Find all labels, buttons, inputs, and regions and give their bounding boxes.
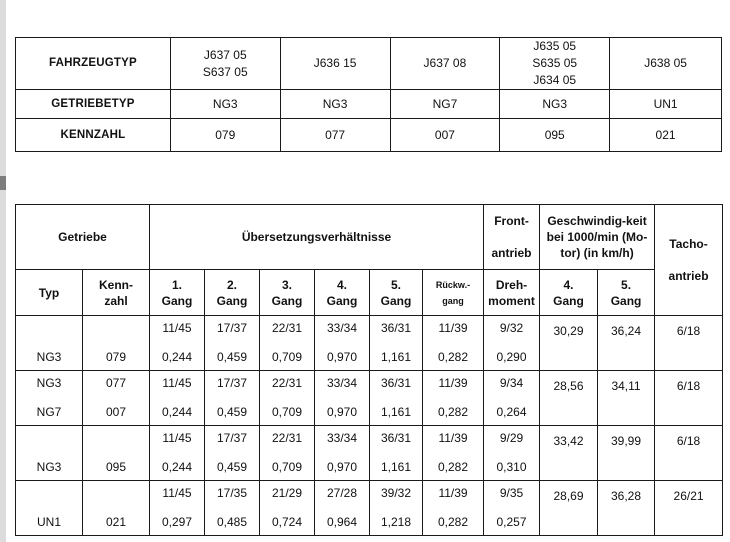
kennzahl-header: Kenn- zahl bbox=[83, 270, 150, 316]
gang-3-cell: 22/31 0,709 bbox=[260, 371, 315, 426]
typ-cell: UN1 bbox=[16, 481, 83, 536]
gang-4-cell: 33/34 0,970 bbox=[315, 316, 370, 371]
gang-5-header: 5. Gang bbox=[370, 270, 423, 316]
typ-cell: NG3 bbox=[16, 426, 83, 481]
frontantrieb-cell: 9/32 0,290 bbox=[484, 316, 540, 371]
gear-ratio-table bbox=[15, 204, 723, 536]
geschwindigkeit-header: Geschwindig-keit bei 1000/min (Mo-tor) (in km/h) bbox=[540, 205, 655, 270]
frontantrieb-cell: 9/29 0,310 bbox=[484, 426, 540, 481]
drehmoment-header: Dreh- moment bbox=[484, 270, 540, 316]
gang-5-cell: 36/31 1,161 bbox=[370, 316, 423, 371]
kennzahl-cell: 007 bbox=[390, 119, 500, 152]
gang-1-cell: 11/45 0,297 bbox=[150, 481, 205, 536]
kennzahl-cell: 079 bbox=[83, 316, 150, 371]
rueckwaertsgang-cell: 11/39 0,282 bbox=[423, 481, 484, 536]
speed-gang-4-cell: 33,42 bbox=[540, 426, 598, 481]
vehicle-type-cell: J635 05 S635 05 J634 05 bbox=[500, 38, 610, 90]
header-row-bottom bbox=[16, 270, 723, 316]
gang-4-cell: 33/34 0,970 bbox=[315, 426, 370, 481]
header-row-top bbox=[16, 205, 723, 270]
uebersetzung-header: Übersetzungsverhältnisse bbox=[150, 205, 484, 270]
speed-gang-5-cell: 36,24 bbox=[598, 316, 655, 371]
vehicle-type-cell: J637 08 bbox=[390, 38, 500, 90]
scan-edge-mark bbox=[0, 176, 6, 190]
getriebetyp-cell: NG3 bbox=[170, 90, 280, 119]
vehicle-type-cell: J636 15 bbox=[280, 38, 390, 90]
tachoantrieb-cell: 6/18 bbox=[655, 426, 723, 481]
typ-cell: NG3 NG7 bbox=[16, 371, 83, 426]
getriebetyp-cell: NG3 bbox=[280, 90, 390, 119]
gang-1-cell: 11/45 0,244 bbox=[150, 316, 205, 371]
speed-gang-4-cell: 28,69 bbox=[540, 481, 598, 536]
tachoantrieb-cell: 26/21 bbox=[655, 481, 723, 536]
getriebe-header: Getriebe bbox=[16, 205, 150, 270]
kennzahl-row bbox=[16, 119, 722, 152]
kennzahl-cell: 077 007 bbox=[83, 371, 150, 426]
getriebetyp-cell: NG7 bbox=[390, 90, 500, 119]
speed-gang-4-header: 4. Gang bbox=[540, 270, 598, 316]
gang-4-cell: 33/34 0,970 bbox=[315, 371, 370, 426]
speed-gang-5-cell: 34,11 bbox=[598, 371, 655, 426]
scan-edge bbox=[0, 0, 6, 542]
table-row bbox=[16, 371, 723, 426]
fahrzeugtyp-row bbox=[16, 38, 722, 90]
getriebetyp-cell: UN1 bbox=[610, 90, 722, 119]
gang-1-cell: 11/45 0,244 bbox=[150, 371, 205, 426]
gang-3-cell: 22/31 0,709 bbox=[260, 316, 315, 371]
rueckwaertsgang-cell: 11/39 0,282 bbox=[423, 316, 484, 371]
speed-gang-4-cell: 28,56 bbox=[540, 371, 598, 426]
getriebetyp-cell: NG3 bbox=[500, 90, 610, 119]
speed-gang-5-header: 5. Gang bbox=[598, 270, 655, 316]
gang-1-header: 1. Gang bbox=[150, 270, 205, 316]
tachoantrieb-cell: 6/18 bbox=[655, 316, 723, 371]
typ-header: Typ bbox=[16, 270, 83, 316]
speed-gang-4-cell: 30,29 bbox=[540, 316, 598, 371]
kennzahl-cell: 021 bbox=[83, 481, 150, 536]
gang-5-cell: 39/32 1,218 bbox=[370, 481, 423, 536]
typ-cell: NG3 bbox=[16, 316, 83, 371]
kennzahl-cell: 021 bbox=[610, 119, 722, 152]
frontantrieb-cell: 9/35 0,257 bbox=[484, 481, 540, 536]
vehicle-type-table bbox=[15, 37, 722, 152]
speed-gang-5-cell: 36,28 bbox=[598, 481, 655, 536]
gang-2-cell: 17/37 0,459 bbox=[205, 426, 260, 481]
frontantrieb-cell: 9/34 0,264 bbox=[484, 371, 540, 426]
gang-2-cell: 17/35 0,485 bbox=[205, 481, 260, 536]
vehicle-type-cell: J637 05 S637 05 bbox=[170, 38, 280, 90]
speed-gang-5-cell: 39,99 bbox=[598, 426, 655, 481]
kennzahl-cell: 079 bbox=[170, 119, 280, 152]
gang-3-header: 3. Gang bbox=[260, 270, 315, 316]
gang-4-header: 4. Gang bbox=[315, 270, 370, 316]
table-row bbox=[16, 316, 723, 371]
tachoantrieb-cell: 6/18 bbox=[655, 371, 723, 426]
gang-5-cell: 36/31 1,161 bbox=[370, 371, 423, 426]
gang-4-cell: 27/28 0,964 bbox=[315, 481, 370, 536]
kennzahl-cell: 095 bbox=[83, 426, 150, 481]
gang-1-cell: 11/45 0,244 bbox=[150, 426, 205, 481]
gang-5-cell: 36/31 1,161 bbox=[370, 426, 423, 481]
gang-3-cell: 21/29 0,724 bbox=[260, 481, 315, 536]
table-row bbox=[16, 481, 723, 536]
fahrzeugtyp-label: FAHRZEUGTYP bbox=[16, 38, 171, 90]
rueckwaertsgang-cell: 11/39 0,282 bbox=[423, 371, 484, 426]
rueckwaertsgang-cell: 11/39 0,282 bbox=[423, 426, 484, 481]
kennzahl-cell: 077 bbox=[280, 119, 390, 152]
kennzahl-label: KENNZAHL bbox=[16, 119, 171, 152]
vehicle-type-cell: J638 05 bbox=[610, 38, 722, 90]
tachoantrieb-header: Tacho- antrieb bbox=[655, 205, 723, 316]
gang-2-header: 2. Gang bbox=[205, 270, 260, 316]
rueckwaertsgang-header: Rückw.- gang bbox=[423, 270, 484, 316]
gang-2-cell: 17/37 0,459 bbox=[205, 316, 260, 371]
gang-3-cell: 22/31 0,709 bbox=[260, 426, 315, 481]
getriebetyp-label: GETRIEBETYP bbox=[16, 90, 171, 119]
table-row bbox=[16, 426, 723, 481]
kennzahl-cell: 095 bbox=[500, 119, 610, 152]
frontantrieb-header: Front- antrieb bbox=[484, 205, 540, 270]
getriebetyp-row bbox=[16, 90, 722, 119]
gang-2-cell: 17/37 0,459 bbox=[205, 371, 260, 426]
